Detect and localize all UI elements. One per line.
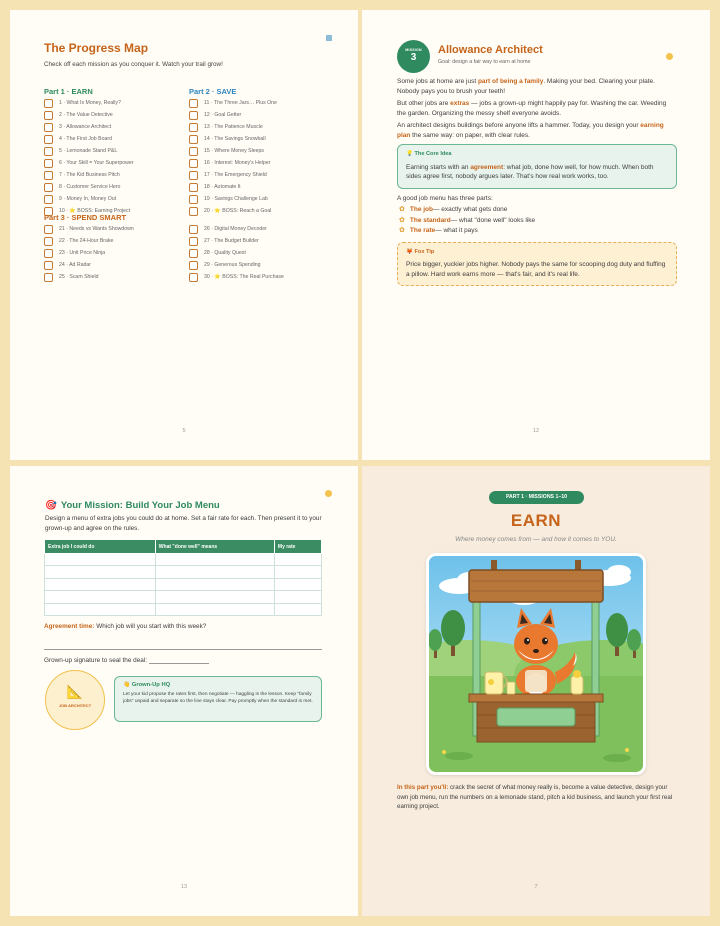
- checkbox[interactable]: [44, 171, 53, 180]
- mission-item[interactable]: 14 · The Savings Snowball: [189, 133, 277, 145]
- mission-item[interactable]: 28 · Quality Quest: [189, 247, 284, 259]
- mission-item[interactable]: 10 · ⭐ BOSS: Earning Project: [44, 205, 134, 217]
- agreement-prompt: Agreement time: Which job will you start with this week?: [44, 623, 207, 630]
- mission-list-spend-smart: [44, 223, 134, 283]
- core-idea-box: [397, 144, 677, 189]
- table-row[interactable]: [45, 591, 322, 603]
- progress-map-page: [10, 10, 358, 460]
- signature-line[interactable]: [149, 657, 209, 664]
- mission-body: [397, 77, 677, 286]
- paragraph: An architect designs buildings before anyone lifts a hammer. Today, you design your earning plan the same way: on paper, with clear rules.: [397, 122, 664, 139]
- checkbox[interactable]: [44, 249, 53, 258]
- mission-item[interactable]: 18 · Automate It: [189, 181, 277, 193]
- table-row[interactable]: [45, 578, 322, 590]
- mission-item[interactable]: 4 · The First Job Board: [44, 133, 134, 145]
- mission-item[interactable]: 29 · Generous Spending: [189, 259, 284, 271]
- part-1-earn-page: [362, 466, 710, 916]
- mission-item[interactable]: 26 · Digital Money Decoder: [189, 223, 284, 235]
- core-idea-title: 💡 The Core Idea: [406, 151, 452, 157]
- sun-dot-icon: [325, 490, 332, 497]
- checkbox[interactable]: [44, 159, 53, 168]
- part-title: EARN: [510, 511, 562, 530]
- badge-number: 3: [410, 52, 417, 63]
- checkbox[interactable]: [189, 135, 198, 144]
- activity-title: 🎯 Your Mission: Build Your Job Menu: [45, 500, 220, 511]
- table-cell[interactable]: [155, 566, 274, 578]
- mission-item[interactable]: 21 · Needs vs Wants Showdown: [44, 223, 134, 235]
- table-header-row: [45, 540, 322, 554]
- checkbox[interactable]: [44, 225, 53, 234]
- checkbox[interactable]: [189, 273, 198, 282]
- grown-up-hq-title: 👋 Grown-Up HQ: [123, 682, 171, 688]
- part-heading-save: Part 2 · SAVE: [189, 87, 237, 96]
- paragraph: Some jobs at home are just part of being a family. Making your bed. Clearing your plate. Nobody pays you to brush your teeth!: [397, 78, 655, 95]
- mission-item[interactable]: 12 · Goal Getter: [189, 109, 277, 121]
- mission-list-spend-smart-cont: [189, 223, 284, 283]
- signature-prompt: Grown-up signature to seal the deal:: [44, 657, 209, 664]
- table-cell[interactable]: [45, 578, 156, 590]
- sun-dot-icon: [666, 53, 673, 60]
- table-cell[interactable]: [155, 554, 274, 566]
- checkbox[interactable]: [189, 171, 198, 180]
- table-cell[interactable]: [274, 591, 321, 603]
- table-cell[interactable]: [45, 603, 156, 615]
- checkbox[interactable]: [44, 273, 53, 282]
- page-number: 12: [532, 428, 540, 434]
- table-cell[interactable]: [274, 603, 321, 615]
- table-cell[interactable]: [45, 566, 156, 578]
- part-subtitle: Where money comes from — and how it comes to YOU.: [455, 536, 617, 543]
- checkbox[interactable]: [44, 183, 53, 192]
- column-header: What "done well" means: [155, 540, 274, 554]
- list-item: ✿ The job — exactly what gets done: [399, 206, 508, 213]
- mission-item[interactable]: 22 · The 24-Hour Brake: [44, 235, 134, 247]
- page-title: The Progress Map: [44, 41, 149, 55]
- mission-item[interactable]: 30 · ⭐ BOSS: The Real Purchase: [189, 271, 284, 283]
- fox-tip-box: [397, 242, 677, 287]
- mission-item[interactable]: 8 · Customer Service Hero: [44, 181, 134, 193]
- activity-intro: Design a menu of extra jobs you could do at home. Set a fair rate for each. Then present it to your grown-up and agree on the rules.: [45, 515, 322, 532]
- your-mission-page: [10, 466, 358, 916]
- mission-title: Allowance Architect: [438, 44, 543, 56]
- fox-tip-text: Price bigger, yuckier jobs higher. Nobody pays the same for scooping dog duty and fluffing a pillow. Hard work earns more — that's fair, and it's real life.: [406, 261, 666, 278]
- mission-goal: Goal: design a fair way to earn at home: [438, 59, 531, 65]
- mission-item[interactable]: 20 · ⭐ BOSS: Reach a Goal: [189, 205, 277, 217]
- part-heading-spend-smart: Part 3 · SPEND SMART: [44, 213, 127, 222]
- parts-intro: A good job menu has three parts:: [397, 194, 493, 202]
- core-idea-text: Earning starts with an agreement: what job, done how well, for how much. When both sides agree first, nobody argues later. That's how real work works, too.: [406, 163, 654, 180]
- mission-item[interactable]: 19 · Savings Challenge Lab: [189, 193, 277, 205]
- checkbox[interactable]: [44, 147, 53, 156]
- list-item: ✿ The standard — what "done well" looks like: [399, 216, 536, 224]
- seal-label: JOB ARCHITECT: [58, 703, 92, 708]
- mission-item[interactable]: 17 · The Emergency Shield: [189, 169, 277, 181]
- part-heading-earn: Part 1 · EARN: [44, 87, 93, 96]
- mission-item[interactable]: 9 · Money In, Money Out: [44, 193, 134, 205]
- page-number: 7: [534, 884, 538, 890]
- table-cell[interactable]: [155, 591, 274, 603]
- checkbox[interactable]: [189, 147, 198, 156]
- mission-item[interactable]: 2 · The Value Detective: [44, 109, 134, 121]
- table-cell[interactable]: [274, 554, 321, 566]
- mission-item[interactable]: 15 · Where Money Sleeps: [189, 145, 277, 157]
- checkbox[interactable]: [189, 183, 198, 192]
- table-row[interactable]: [45, 554, 322, 566]
- list-item: ✿ The rate — what it pays: [399, 227, 478, 234]
- mission-list-save: [189, 97, 277, 217]
- mission-item[interactable]: 6 · Your Skill = Your Superpower: [44, 157, 134, 169]
- page-number: 5: [182, 428, 186, 434]
- table-cell[interactable]: [45, 554, 156, 566]
- mission-item[interactable]: 13 · The Patience Muscle: [189, 121, 277, 133]
- checkbox[interactable]: [189, 123, 198, 132]
- checkbox[interactable]: [189, 99, 198, 108]
- page-number: 13: [180, 884, 188, 890]
- paragraph: But other jobs are extras — jobs a grown-up might happily pay for. Washing the car. Weeding the garden. Organizing the messy shelf everyone avoids.: [397, 100, 667, 117]
- checkbox[interactable]: [44, 123, 53, 132]
- mission-item[interactable]: 5 · Lemonade Stand P&L: [44, 145, 134, 157]
- mission-item[interactable]: 27 · The Budget Builder: [189, 235, 284, 247]
- checkbox[interactable]: [44, 111, 53, 120]
- mission-item[interactable]: 23 · Unit Price Ninja: [44, 247, 134, 259]
- checkbox[interactable]: [189, 195, 198, 204]
- checkbox[interactable]: [189, 207, 198, 216]
- grown-up-hq-text: Let your kid propose the rates first, then negotiate — haggling is the lesson. Keep "family jobs" unpaid and separate so the line stays clear. Pay promptly when the standard is met.: [123, 692, 313, 704]
- checkbox[interactable]: [189, 261, 198, 270]
- table-cell[interactable]: [155, 578, 274, 590]
- table-cell[interactable]: [45, 591, 156, 603]
- table-row[interactable]: [45, 603, 322, 615]
- mission-item[interactable]: 25 · Scam Shield: [44, 271, 134, 283]
- fox-lemonade-stand-illustration: [426, 553, 646, 775]
- job-menu-table: [44, 539, 322, 616]
- table-row[interactable]: [45, 566, 322, 578]
- target-icon: 🎯: [45, 500, 57, 511]
- checkbox[interactable]: [44, 237, 53, 246]
- table-cell[interactable]: [274, 566, 321, 578]
- grown-up-hq-box: [114, 676, 322, 722]
- part-pill-label: PART 1 · MISSIONS 1–10: [489, 491, 584, 504]
- checkbox[interactable]: [189, 111, 198, 120]
- mission-3-page: [362, 10, 710, 460]
- table-cell[interactable]: [155, 603, 274, 615]
- checkbox[interactable]: [44, 195, 53, 204]
- job-menu-parts: [399, 205, 677, 236]
- column-header: Extra job I could do: [45, 540, 156, 554]
- answer-line[interactable]: [44, 649, 322, 650]
- flower-icon: ✿: [399, 216, 405, 224]
- mission-item[interactable]: 16 · Interest: Money's Helper: [189, 157, 277, 169]
- checkbox[interactable]: [189, 237, 198, 246]
- badge-label: MISSION: [405, 48, 422, 52]
- triangle-ruler-icon: 📐: [66, 684, 84, 699]
- checkbox[interactable]: [189, 225, 198, 234]
- checkbox[interactable]: [44, 261, 53, 270]
- page-intro: Check off each mission as you conquer it. Watch your trail grow!: [44, 61, 223, 68]
- checkbox[interactable]: [189, 249, 198, 258]
- mission-item[interactable]: 11 · The Three Jars… Plus One: [189, 97, 277, 109]
- mission-item[interactable]: 24 · Ad Radar: [44, 259, 134, 271]
- mission-item[interactable]: 1 · What Is Money, Really?: [44, 97, 134, 109]
- column-header: My rate: [274, 540, 321, 554]
- checkbox[interactable]: [44, 99, 53, 108]
- mission-item[interactable]: 3 · Allowance Architect: [44, 121, 134, 133]
- mission-item[interactable]: 7 · The Kid Business Pitch: [44, 169, 134, 181]
- job-architect-seal: [45, 670, 105, 730]
- flower-icon: ✿: [399, 227, 405, 234]
- part-intro-text: In this part you'll: crack the secret of what money really is, become a value detective, design your own job menu, run the numbers on a lemonade stand, pitch a kid business, and launch your first real earning project.: [397, 784, 673, 810]
- bookmark-icon: [326, 35, 332, 41]
- checkbox[interactable]: [44, 135, 53, 144]
- mission-list-earn: [44, 97, 134, 217]
- mission-badge: [397, 40, 430, 73]
- table-cell[interactable]: [274, 578, 321, 590]
- fox-tip-title: 🦊 Fox Tip: [406, 248, 435, 255]
- flower-icon: ✿: [399, 206, 405, 213]
- checkbox[interactable]: [189, 159, 198, 168]
- illustration-svg: [429, 556, 643, 772]
